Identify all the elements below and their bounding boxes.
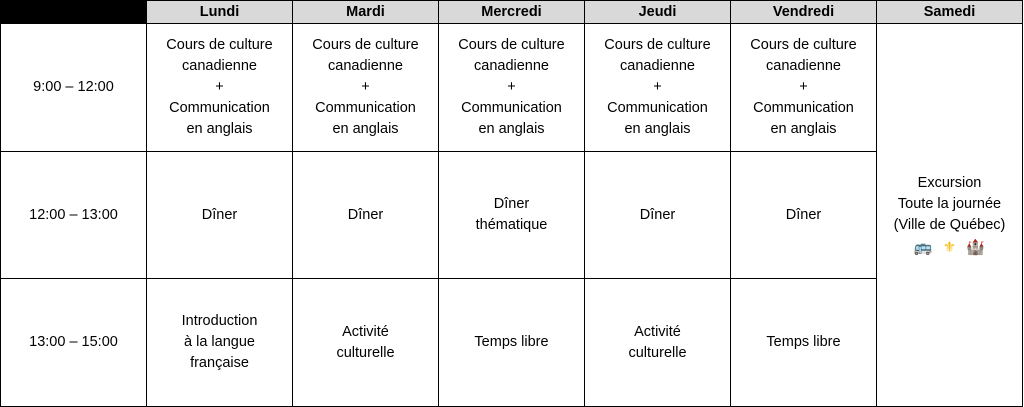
- cell-line: canadienne: [620, 58, 695, 74]
- cell-line: Communication: [753, 100, 854, 116]
- cell-line: canadienne: [182, 58, 257, 74]
- cell-line: Communication: [315, 100, 416, 116]
- cell-line: +: [215, 79, 224, 95]
- cell-line: en anglais: [186, 121, 253, 137]
- header-day-lundi: Lundi: [147, 1, 293, 24]
- cell-line: Activité: [342, 323, 389, 340]
- cell-line: Cours de culture: [750, 37, 857, 53]
- cell-line: Cours de culture: [604, 37, 711, 53]
- cell-line: Temps libre: [474, 334, 549, 350]
- schedule-cell-mercredi: [439, 152, 585, 279]
- cell-line: +: [361, 79, 370, 95]
- cell-line: Cours de culture: [458, 37, 565, 53]
- schedule-cell-jeudi: [585, 24, 731, 152]
- cell-line: Excursion: [917, 174, 982, 191]
- header-day-vendredi: Vendredi: [731, 1, 877, 24]
- cell-line: culturelle: [628, 344, 687, 361]
- header-day-mardi: Mardi: [293, 1, 439, 24]
- schedule-cell-jeudi: [585, 152, 731, 279]
- cell-line: Temps libre: [766, 334, 841, 350]
- cell-line: +: [653, 79, 662, 95]
- cell-line: en anglais: [332, 121, 399, 137]
- cell-line: canadienne: [766, 58, 841, 74]
- cell-line: française: [190, 355, 249, 371]
- header-day-samedi: Samedi: [877, 1, 1023, 24]
- cell-line: en anglais: [770, 121, 837, 137]
- header-row: [1, 1, 1023, 24]
- schedule-cell-vendredi: [731, 152, 877, 279]
- time-slot-cell: 12:00 – 13:00: [1, 152, 147, 279]
- cell-line: canadienne: [328, 58, 403, 74]
- fleur-de-lis-icon: ⚜: [942, 238, 957, 256]
- cell-line: Dîner: [201, 206, 238, 223]
- schedule-row-morning: [1, 24, 1023, 152]
- schedule-cell-lundi: [147, 279, 293, 407]
- cell-line: Communication: [607, 100, 708, 116]
- schedule-cell-lundi: [147, 152, 293, 279]
- cell-line: Dîner: [785, 206, 822, 223]
- cell-line: Dîner: [347, 206, 384, 223]
- cell-line: à la langue: [184, 334, 255, 350]
- time-slot-cell: 13:00 – 15:00: [1, 279, 147, 407]
- cell-line: thématique: [475, 217, 548, 233]
- cell-line: Activité: [634, 323, 681, 340]
- cell-line: Toute la journée: [897, 195, 1002, 212]
- header-day-mercredi: Mercredi: [439, 1, 585, 24]
- schedule-row-lunch: [1, 152, 1023, 279]
- cell-line: Introduction: [181, 313, 258, 329]
- cell-line: Dîner: [493, 196, 530, 212]
- cell-line: canadienne: [474, 58, 549, 74]
- schedule-cell-mercredi: [439, 24, 585, 152]
- schedule-row-afternoon: [1, 279, 1023, 407]
- cell-line: Communication: [169, 100, 270, 116]
- schedule-cell-samedi-excursion: [877, 24, 1023, 407]
- schedule-cell-mercredi: [439, 279, 585, 407]
- schedule-cell-lundi: [147, 24, 293, 152]
- time-slot-cell: 9:00 – 12:00: [1, 24, 147, 152]
- cell-line: en anglais: [624, 121, 691, 137]
- schedule-cell-mardi: [293, 279, 439, 407]
- cell-line: Cours de culture: [166, 37, 273, 53]
- excursion-icons: [881, 238, 1018, 258]
- cell-line: Communication: [461, 100, 562, 116]
- cell-line: +: [507, 79, 516, 95]
- schedule-cell-vendredi: [731, 279, 877, 407]
- schedule-cell-jeudi: [585, 279, 731, 407]
- cell-line: en anglais: [478, 121, 545, 137]
- cell-line: +: [799, 79, 808, 95]
- header-day-jeudi: Jeudi: [585, 1, 731, 24]
- corner-cell: [1, 1, 147, 24]
- cell-line: Cours de culture: [312, 37, 419, 53]
- bus-icon: 🚌: [913, 238, 933, 256]
- cell-line: (Ville de Québec): [893, 216, 1006, 233]
- schedule-cell-vendredi: [731, 24, 877, 152]
- schedule-cell-mardi: [293, 152, 439, 279]
- cell-line: Dîner: [639, 206, 676, 223]
- cell-line: culturelle: [336, 344, 395, 361]
- castle-icon: 🏰: [966, 238, 986, 256]
- schedule-cell-mardi: [293, 24, 439, 152]
